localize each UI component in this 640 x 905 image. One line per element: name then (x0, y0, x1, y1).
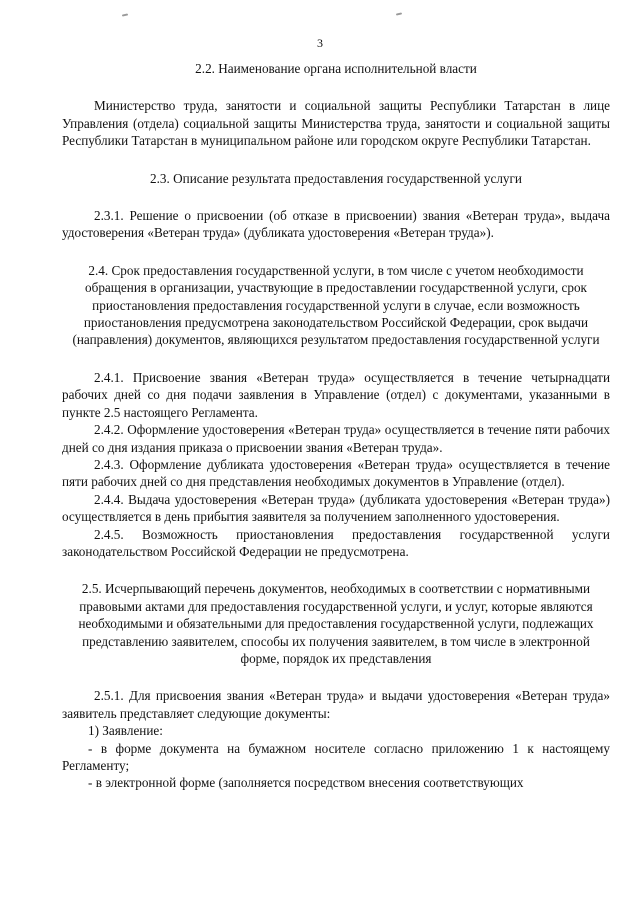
section-2-4-5: 2.4.5. Возможность приостановления предоставления государственной услуги законодательством Российской Федерации не предусмотрена. (62, 526, 610, 559)
scan-speck (396, 12, 402, 15)
section-2-4-1: 2.4.1. Присвоение звания «Ветеран труда» осуществляется в течение четырнадцати рабочих дней со дня подачи заявления в Управление (отдел) с документами, указанными в пункте 2.5 настоящего Регламента. (62, 369, 610, 420)
section-2-4-4: 2.4.4. Выдача удостоверения «Ветеран труда» (дубликата удостоверения «Ветеран труда») осуществляется в день прибытия заявителя за получением заполненного удостоверения. (62, 491, 610, 525)
section-2-3-heading: 2.3. Описание результата предоставления государственной услуги (150, 170, 522, 186)
document-body (62, 60, 610, 792)
section-2-4-2: 2.4.2. Оформление удостоверения «Ветеран труда» осуществляется в течение пяти рабочих дней со дня издания приказа о присвоении звания «Ветеран труда». (62, 422, 610, 455)
page-number: 3 (317, 36, 323, 50)
section-2-2-heading: 2.2. Наименование органа исполнительной власти (195, 61, 477, 76)
section-2-2-text: Министерство труда, занятости и социальной защиты Республики Татарстан в лице Управления (отдела) социальной защиты Министерства труда, занятости и социальной защиты Республики Татарстан в муниципальном районе или городском округе Республики Татарстан. (62, 98, 610, 149)
section-2-5-1: 2.5.1. Для присвоения звания «Ветеран труда» и выдачи удостоверения «Ветеран труда» заявитель представляет следующие документы: (62, 688, 610, 721)
scan-speck (122, 13, 128, 16)
section-2-4-heading: 2.4. Срок предоставления государственной услуги, в том числе с учетом необходимости обращения в организации, участвующие в предоставлении государственной услуги, срок приостановления предоставления государственной услуги в случае, если возможность приостановления предусмотрена законодательством Российской Федерации, срок выдачи (направления) документов, являющихся результатом предоставления государственной услуги (72, 262, 600, 348)
section-2-5-heading: 2.5. Исчерпывающий перечень документов, необходимых в соответствии с нормативными правовыми актами для предоставления государственной услуги, и услуг, которые являются необходимыми и обязательными для предоставления государственной услуги, подлежащих представлению заявителем, способы их получения заявителем, в том числе в электронной форме, порядок их представления (78, 581, 594, 666)
section-2-4-3: 2.4.3. Оформление дубликата удостоверения «Ветеран труда» осуществляется в течение пяти рабочих дней со дня представления необходимых документов в Управление (отдел). (62, 456, 610, 490)
list-item-paper-form: - в форме документа на бумажном носителе согласно приложению 1 к настоящему Регламенту; (62, 740, 610, 773)
list-item-application: 1) Заявление: (88, 723, 163, 739)
section-2-3-1: 2.3.1. Решение о присвоении (об отказе в присвоении) звания «Ветеран труда», выдача удостоверения «Ветеран труда» (дубликата удостоверения «Ветеран труда»). (62, 208, 610, 241)
list-item-electronic-form: - в электронной форме (заполняется посредством внесения соответствующих (88, 775, 524, 791)
